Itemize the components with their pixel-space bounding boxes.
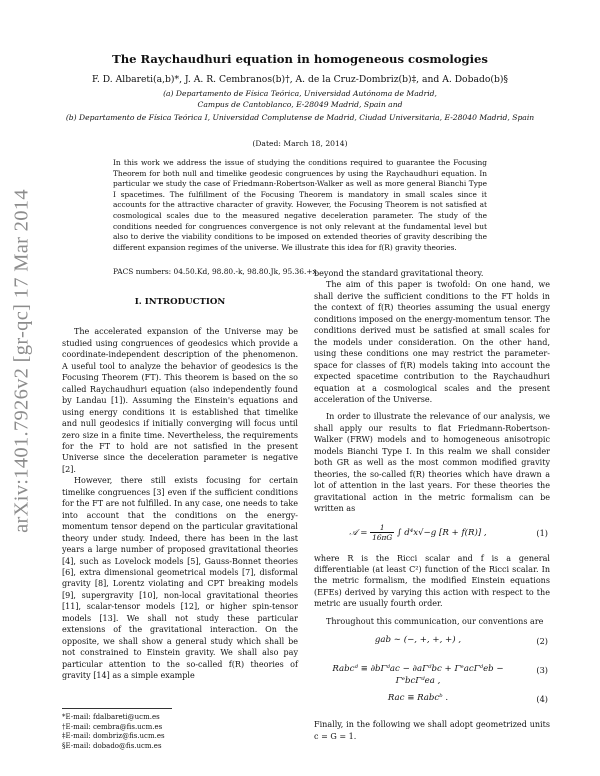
author-list: F. D. Albareti(a,b)*, J. A. R. Cembranos(b)†, A. de la Cruz-Dombriz(b)‡, and A. Dobado(b)§ xyxy=(91,74,509,85)
intro-paragraph-2: However, there still exists focusing for certain timelike congruences [3] even if the sufficient conditions for the FT are not fulfilled. In any case, one needs to take into account that the conditions on the energy-momentum tensor depend on the particular gravitational theory under study. Indeed, there has been in the last years a large number of proposed gravitational theories [4], such as Lovelock models [5], Gauss-Bonnet theories [6], extra dimensional geometrical models [7], disformal gravity [8], Lorentz violating and CPT breaking models [9], supergravity [10], non-local gravitational theories [11], scalar-tensor models [12], or higher spin-tensor models [13]. We shall not study these particular extensions of the gravitational interaction. On the opposite, we shall show a general study which shall be not constrained to Einstein gravity. We shall also pay particular attention to the so-called f(R) theories of gravity [14] as a simple example xyxy=(62,476,298,681)
equation-1-number: (1) xyxy=(536,527,548,538)
footnote-email-albareti: *E-mail: fdalbareti@ucm.es xyxy=(62,713,160,721)
abstract: In this work we address the issue of studying the conditions required to guarantee the Focusing Theorem for both null and timelike geodesic congruences by using the Raychaudhuri equation. In particular we study the case of Friedmann-Robertson-Walker as well as more general Bianchi Type I spacetimes. The fulfillment of the Focusing Theorem is mandatory in small scales since it accounts for the attractive character of gravity. However, the Focusing Theorem is not satisfied at cosmological scales due to the measured negative deceleration parameter. The study of the conditions needed for congruences convergence is not only relevant at the fundamental level but also to derive the viability conditions to be imposed on extended theories of gravity describing the different expansion regimes of the universe. We illustrate this idea for f(R) gravity theories. xyxy=(113,158,487,252)
equation-2 xyxy=(314,632,550,656)
affiliation-b: (b) Departamento de Física Teórica I, Universidad Complutense de Madrid, Ciudad Universitaria, E-28040 Madrid, Spain xyxy=(65,113,535,122)
equation-4 xyxy=(314,690,550,714)
left-column xyxy=(62,297,298,682)
equation-3-number: (3) xyxy=(536,665,548,676)
equation-1-fraction xyxy=(370,523,394,542)
equation-1-numerator: 1 xyxy=(370,523,394,533)
equation-2-number: (2) xyxy=(536,636,548,647)
arxiv-sidebar-stamp xyxy=(6,189,38,533)
dated-line: (Dated: March 18, 2014) xyxy=(252,139,348,148)
equation-4-number: (4) xyxy=(536,694,548,705)
section-heading-introduction: I. INTRODUCTION xyxy=(134,297,226,307)
footnotes xyxy=(62,713,165,751)
pacs-numbers: PACS numbers: 04.50.Kd, 98.80.-k, 98.80.Jk, 95.36.+x xyxy=(113,267,317,276)
equation-1-lhs: 𝒜 = xyxy=(349,527,371,538)
intro-paragraph-3: The aim of this paper is twofold: On one hand, we shall derive the sufficient conditions to the FT holds in the context of f(R) theories assuming the usual energy conditions imposed on the energy-momentum tensor. The conditions derived must be satisfied at small scales for the models under consideration. On the other hand, using these conditions one may restrict the parameter-space for classes of f(R) models taking into account the expected spacetime contribution to the Raychaudhuri equation at a cosmological scales and the present acceleration of the Universe. xyxy=(314,280,550,404)
intro-paragraph-2-continued: beyond the standard gravitational theory. xyxy=(314,269,484,278)
intro-paragraph-5: where R is the Ricci scalar and f is a general differentiable (at least C²) function of the Ricci scalar. In the metric formalism, the modified Einstein equations (EFEs) derived by varying this action with respect to the metric are usually fourth order. xyxy=(314,553,550,609)
equation-4-body: Rac ≡ Rabcᵇ . xyxy=(387,693,449,704)
intro-paragraph-6: Throughout this communication, our conventions are xyxy=(326,616,544,626)
footnote-email-dombriz: ‡E-mail: dombriz@fis.ucm.es xyxy=(62,732,165,741)
equation-1-rhs: ∫ d⁴x√−g [R + f(R)] , xyxy=(397,527,487,538)
right-column xyxy=(314,268,550,742)
footnote-separator xyxy=(62,708,172,709)
footnote-email-cembranos: †E-mail: cembra@fis.ucm.es xyxy=(62,722,163,731)
intro-paragraph-1: The accelerated expansion of the Universe may be studied using congruences of geodesics which provide a coordinate-independent description of the phenomenon. A useful tool to analyze the behavior of geodesics is the Focusing Theorem (FT). This theorem is based on the so called Raychaudhuri equation (also independently found by Landau [1]). Assuming the Einstein's equations and using energy conditions it is established that timelike and null geodesics if initially converging will focus until zero size in a finite time. Nevertheless, the requirements for the FT to hold are not satisfied in the present Universe since the deceleration parameter is negative [2]. xyxy=(62,327,298,474)
affiliation-a-line1: (a) Departamento de Física Teórica, Universidad Autónoma de Madrid, xyxy=(163,89,437,98)
equation-3 xyxy=(314,661,550,685)
footnote-email-dobado: §E-mail: dobado@fis.ucm.es xyxy=(62,741,162,750)
equation-1-body xyxy=(314,523,522,542)
arxiv-identifier: arXiv:1401.7926v2 [gr-qc] 17 Mar 2014 xyxy=(10,189,33,533)
intro-paragraph-7: Finally, in the following we shall adopt geometrized units c = G = 1. xyxy=(314,720,550,741)
equation-3-body: Rabcᵈ ≡ ∂bΓᵈac − ∂aΓᵈbc + ΓᵉacΓᵈeb − ΓᵉbcΓᵈea , xyxy=(332,664,504,686)
equation-2-body: gab ∼ (−, +, +, +) , xyxy=(374,635,462,646)
affiliation-a-line2: Campus de Cantoblanco, E-28049 Madrid, Spain and xyxy=(197,100,403,109)
paper-title: The Raychaudhuri equation in homogeneous cosmologies xyxy=(112,52,488,66)
equation-1 xyxy=(314,520,550,548)
intro-paragraph-4: In order to illustrate the relevance of our analysis, we shall apply our results to flat Friedmann-Robertson-Walker (FRW) models and to homogeneous anisotropic models Bianchi Type I. In this realm we shall consider both GR as well as the most common modified gravity theories, the so-called f(R) theories which have drawn a lot of attention in the last years. For these theories the gravitational action in the metric formalism can be written as xyxy=(314,412,550,514)
equation-1-denominator: 16πG xyxy=(372,532,393,542)
